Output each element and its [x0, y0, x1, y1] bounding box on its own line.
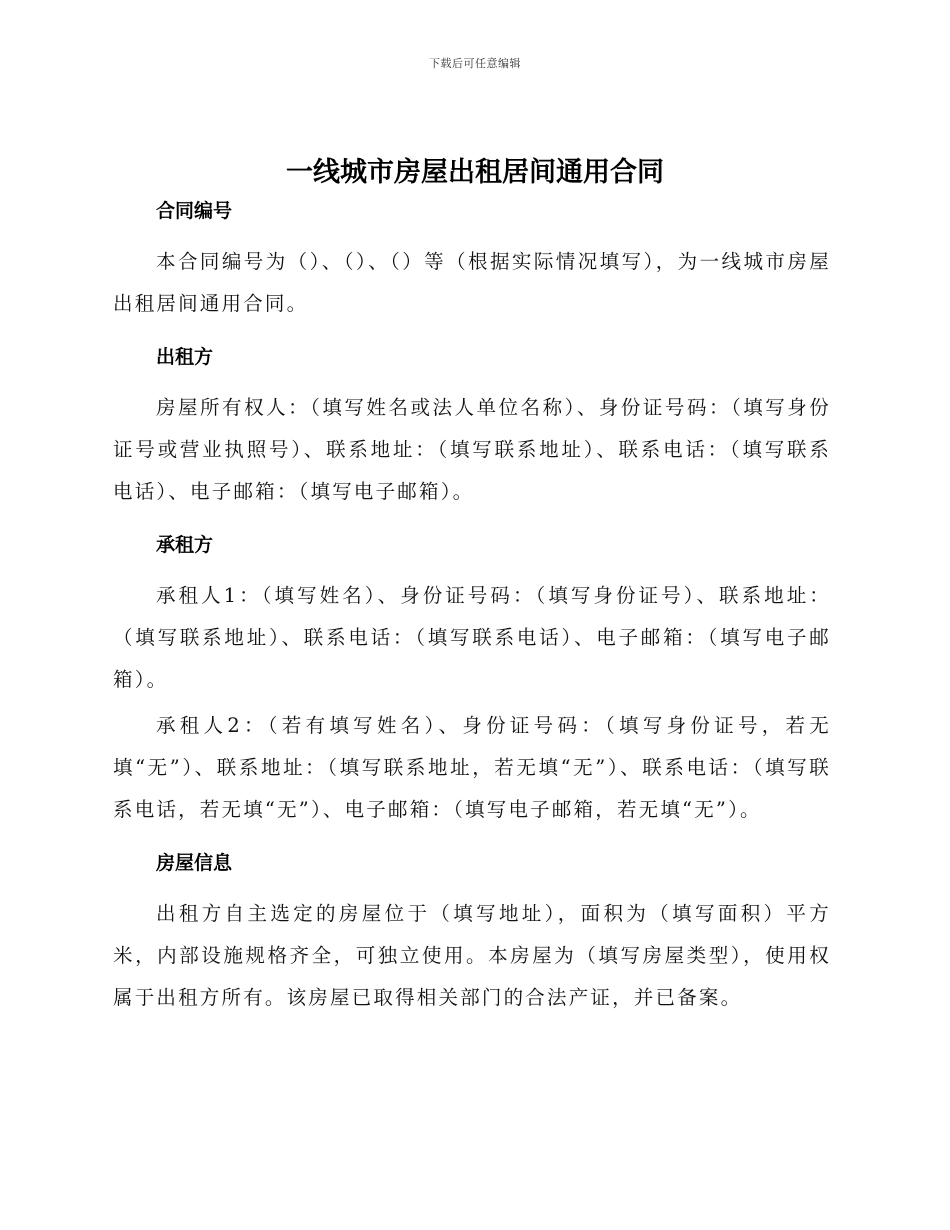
section-heading: 房屋信息	[156, 852, 233, 874]
page-header-note: 下载后可任意编辑	[429, 57, 521, 70]
paragraph: 承租人2：（若有填写姓名）、身份证号码：（填写身份证号，若无填“无”）、联系地址：（填写联系地址，若无填“无”）、联系电话：（填写联系电话，若无填“无”）、电子邮箱：（填写电子邮箱，若无填“无”）。	[113, 714, 831, 821]
section-heading: 出租方	[156, 346, 214, 368]
document-body	[113, 193, 831, 1019]
section-property-info	[113, 845, 831, 1019]
document-title: 一线城市房屋出租居间通用合同	[286, 157, 664, 188]
section-lessor	[113, 339, 831, 527]
paragraph: 承租人1：（填写姓名）、身份证号码：（填写身份证号）、联系地址：（填写联系地址）、联系电话：（填写联系电话）、电子邮箱：（填写电子邮箱）。	[113, 584, 831, 691]
section-heading: 承租方	[156, 534, 214, 556]
section-heading: 合同编号	[156, 200, 233, 222]
paragraph: 出租方自主选定的房屋位于（填写地址），面积为（填写面积）平方米，内部设施规格齐全，可独立使用。本房屋为（填写房屋类型），使用权属于出租方所有。该房屋已取得相关部门的合法产证，并已备案。	[113, 902, 831, 1009]
paragraph: 房屋所有权人：（填写姓名或法人单位名称）、身份证号码：（填写身份证号或营业执照号）、联系地址：（填写联系地址）、联系电话：（填写联系电话）、电子邮箱：（填写电子邮箱）。	[113, 396, 831, 503]
section-lessee	[113, 527, 831, 845]
section-contract-number	[113, 193, 831, 339]
paragraph: 本合同编号为（）、（）、（）等（根据实际情况填写），为一线城市房屋出租居间通用合同。	[113, 250, 831, 315]
